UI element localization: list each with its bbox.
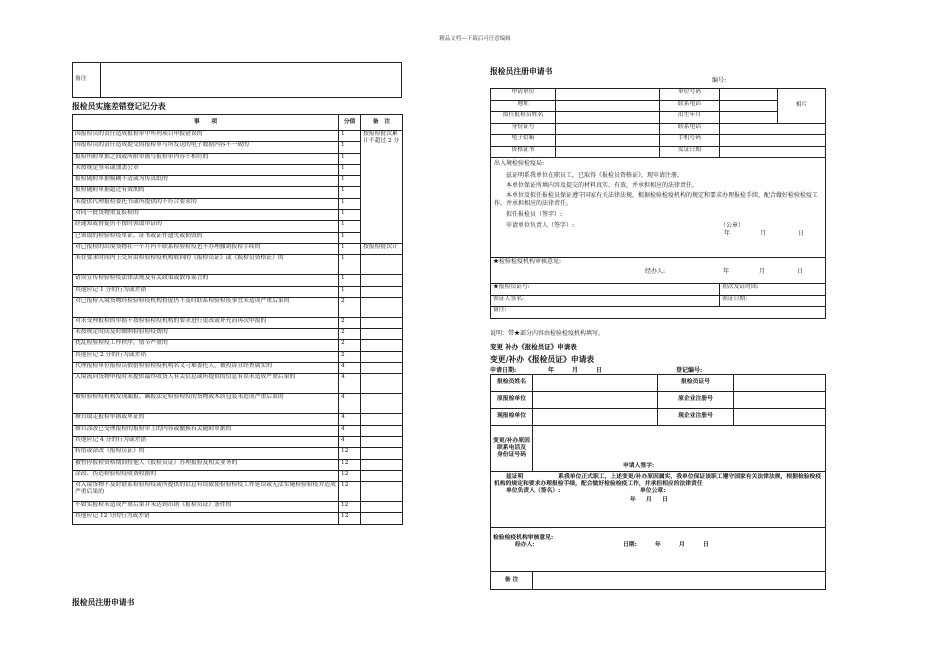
row-score: 2 — [339, 297, 361, 317]
note-empty — [361, 340, 403, 351]
row-item: 经通知或督促仍不按时领取单证的 — [73, 221, 339, 232]
row-item: 不如实报检未造成严重后果并未达到吊销《报检员证》条件的 — [73, 502, 339, 513]
row-score: 1 — [339, 153, 361, 164]
row-score: 12 — [339, 470, 361, 481]
input-phone[interactable] — [720, 100, 778, 112]
table-row — [73, 425, 403, 436]
note-empty — [361, 374, 403, 394]
table-row — [73, 513, 403, 524]
table-row — [73, 221, 403, 232]
label-email: 电子信箱 — [491, 135, 556, 147]
note-empty — [361, 286, 403, 297]
statement-p3: 本单位及拟任报检员保证遵守国家有关法律法规，根据检验检疫机构的规定和要求办理报检手续，配合做好检验检疫工作，并承担相应的法律责任。 — [494, 192, 819, 208]
table-row — [73, 351, 403, 362]
label-orig-unit: 原报检单位 — [491, 392, 533, 409]
row-item: 因报检员的责任造成报检单中所列项目申报错误的 — [73, 131, 339, 142]
table-row — [73, 436, 403, 447]
note-batch: 按报检批次计 — [361, 243, 403, 254]
row-score: 1 — [339, 187, 361, 198]
table-row — [73, 502, 403, 513]
note-empty — [361, 436, 403, 447]
review-day: 日 — [797, 268, 804, 276]
left-title: 报检员实施差错登记记分表 — [72, 102, 166, 111]
row-item: 对已报检入境货物经检验检疫机构督促仍不及时联系检验检疫事宜未造成严重后果的 — [73, 297, 339, 317]
note-empty — [361, 275, 403, 286]
change-title-2: 变更/补办《报检员证》申请表 — [490, 355, 595, 364]
t2-remark-input[interactable] — [533, 572, 826, 590]
certify-month: 月 — [646, 497, 652, 504]
row-score: 1 — [339, 198, 361, 209]
explain-note: 说明：带★部分内容由检验检疫机构填写。 — [490, 330, 605, 337]
table-row — [73, 176, 403, 187]
input-unit-code[interactable] — [720, 89, 778, 101]
table-row — [73, 363, 403, 374]
row-item: 对入境货物不及时联系检验检疫或所提供的信息有误致使检验检疫工作延误或无法实施检验检疫并造成严重后果的 — [73, 482, 339, 502]
table-row — [73, 210, 403, 221]
statement-p1: 兹证明系我单位在职员工，已取得《报检员资格证》，现申请注册。 — [506, 172, 684, 180]
t2-year: 年 — [655, 542, 661, 549]
statement-year: 年 — [724, 229, 731, 237]
label-cert: 资格证书 — [491, 146, 556, 158]
first-issue-label: 初次发证时间: — [722, 284, 759, 290]
row-score: 2 — [339, 317, 361, 328]
input-current-unit[interactable] — [533, 409, 658, 426]
row-score: 4 — [339, 374, 361, 394]
photo-box: 相片 — [778, 89, 826, 124]
row-item: 未按规定签名或加盖公章 — [73, 164, 339, 175]
seal-label: （公章） — [720, 221, 745, 229]
inspector-no-label: ★报检员证号: — [493, 284, 530, 290]
apply-month: 月 — [572, 367, 579, 374]
note-empty — [361, 414, 403, 425]
row-score: 2 — [339, 340, 361, 351]
t2-review-sign-row — [493, 542, 823, 551]
row-score: 1 — [339, 210, 361, 221]
col-header-score: 分值 — [339, 115, 361, 131]
row-item: 对已报检的出境货物在一个月内不联系检验检疫也不办理撤销报检手续的 — [73, 243, 339, 254]
table-row — [73, 340, 403, 351]
note-empty — [361, 394, 403, 414]
row-score: 12 — [339, 513, 361, 524]
first-issue-cell — [720, 284, 826, 296]
row-score: 4 — [339, 363, 361, 374]
apply-day: 日 — [596, 367, 603, 374]
row-item: 擅自涂改已受理报检的报检单上的内容或撤换有关随附单据的 — [73, 425, 339, 436]
certify-cell — [491, 472, 826, 528]
table-row — [73, 448, 403, 459]
t2-date: 日期: — [623, 542, 637, 549]
review-cell — [491, 258, 826, 284]
table-row — [73, 286, 403, 297]
label-inspector-cert: 报检员证号 — [658, 375, 734, 392]
statement-to: 出入境检验检疫局: — [494, 160, 545, 167]
row-score: 1 — [339, 243, 361, 254]
table-row — [73, 164, 403, 175]
change-title-1: 变更 补办《报检员证》申请表 — [490, 343, 577, 351]
label-current-unit: 现报检单位 — [491, 409, 533, 426]
certify-date-row — [494, 497, 822, 506]
table-row — [73, 255, 403, 275]
right-title: 报检员注册申请书 — [490, 67, 553, 76]
receive-date-cell — [720, 295, 826, 307]
apply-row — [490, 365, 825, 374]
review-sign-row — [493, 268, 823, 278]
review-year: 年 — [723, 268, 730, 276]
input-current-reg[interactable] — [734, 409, 826, 426]
row-item: 报检随附单据超过有效期的 — [73, 187, 339, 198]
row-score: 4 — [339, 394, 361, 414]
note-empty — [361, 459, 403, 470]
apply-date-label: 申请日期: — [490, 367, 517, 374]
t2-handler: 经办人: — [515, 542, 535, 549]
table-row — [73, 232, 403, 243]
row-item: 未在要求时间内上交应由检验检疫机构收回的《报检员证》或《报检员资格证》的 — [73, 255, 339, 275]
note-empty — [361, 363, 403, 374]
table-row — [73, 297, 403, 317]
note-empty — [361, 470, 403, 481]
input-name[interactable] — [556, 112, 660, 124]
note-batch-cumulative: 按报检批次累计不超过 2 分 — [361, 131, 403, 244]
note-empty — [361, 448, 403, 459]
row-score: 1 — [339, 232, 361, 243]
t2-review-cell — [491, 528, 826, 572]
receive-date-label: 领证日期: — [722, 295, 748, 302]
row-score: 12 — [339, 502, 361, 513]
inspector-no-cell — [491, 284, 720, 296]
row-score: 1 — [339, 255, 361, 275]
row-score: 4 — [339, 414, 361, 425]
note-empty — [361, 329, 403, 340]
table-row — [73, 482, 403, 502]
note-empty — [361, 502, 403, 513]
row-item: 错误宣传检验检疫法律法规及有关政策或散布谣言的 — [73, 275, 339, 286]
row-item: 擅自取走报检单据或单证的 — [73, 414, 339, 425]
input-orig-unit[interactable] — [533, 392, 658, 409]
row-item: 未提供代理报检委托书或所提供的不符合要求的 — [73, 198, 339, 209]
sign-head-row — [494, 222, 822, 230]
unit-seal: 单位公章: — [640, 488, 666, 495]
row-score: 2 — [339, 351, 361, 362]
label-id: 身份证号 — [491, 123, 556, 135]
note-empty — [361, 513, 403, 524]
label-unit-code: 单位号码 — [660, 89, 720, 101]
table-row — [73, 414, 403, 425]
row-item: 代理报检单位报检员假借检验检疫机构名义刁难委托人，被投诉且经查属实的 — [73, 363, 339, 374]
label-address: 地址 — [491, 100, 556, 112]
t2-review-label: 检验检疫机构审核意见: — [493, 535, 554, 541]
label-issue-date: 发证日期 — [660, 146, 720, 158]
table-row — [73, 329, 403, 340]
applicant-sign: 申请人签字: — [623, 462, 655, 469]
head-sign: 单位负责人（签名）: — [506, 488, 561, 495]
register-remark-cell — [491, 307, 826, 319]
note-empty — [361, 425, 403, 436]
remark-box — [72, 62, 402, 98]
row-score: 1 — [339, 275, 361, 286]
row-score: 4 — [339, 425, 361, 436]
label-contact-phone: 联系电话 — [660, 123, 720, 135]
change-table — [490, 374, 826, 590]
row-item: 其他应记 4 分的行为或差错 — [73, 436, 339, 447]
col-header-item: 事 项 — [73, 115, 339, 131]
label-name: 拟任报检员姓名 — [491, 112, 556, 124]
input-orig-reg[interactable] — [734, 392, 826, 409]
label-phone: 联系电话 — [660, 100, 720, 112]
label-reason: 变更/补办原因 联系电话及 身份证号码 — [491, 426, 533, 472]
certify-day: 日 — [662, 497, 668, 504]
table-row — [73, 275, 403, 286]
table-row — [73, 198, 403, 209]
row-score: 1 — [339, 286, 361, 297]
row-item: 被暂停报检资格期间持他人《报检员证》办理报检及相关业务的 — [73, 459, 339, 470]
note-empty — [361, 255, 403, 275]
remark-content[interactable] — [101, 63, 402, 98]
statement-cell — [491, 158, 826, 258]
input-contact-phone[interactable] — [720, 123, 826, 135]
register-table — [490, 88, 826, 319]
row-item: 报检所附单据之间或所附单据与报检单内容不相符的 — [73, 153, 339, 164]
table-row — [73, 131, 403, 142]
row-score: 12 — [339, 448, 361, 459]
label-orig-reg: 原企业注册号 — [658, 392, 734, 409]
label-current-reg: 现企业注册号 — [658, 409, 734, 426]
statement-date — [494, 230, 822, 240]
register-remark-label: 备注: — [493, 307, 507, 313]
row-item: 未按规定时间及时缴纳检验检疫费的 — [73, 329, 339, 340]
input-address[interactable] — [556, 100, 660, 112]
sign-head: 申请单位负责人（签字）: — [506, 221, 575, 229]
input-id[interactable] — [556, 123, 660, 135]
input-applicant-unit[interactable] — [556, 89, 660, 101]
certify-para: 兹证明 系我单位正式职工，上述变更/补办原因属实，我单位保证该职工遵守国家有关法律法规，根据检验检疫机构的规定和要求办理报检手续，配合做好检验检疫工作，并承担相应的法律责任 — [494, 474, 822, 488]
score-table — [72, 114, 403, 525]
row-item: 对未受理报检的单据不按检验检疫机构的要求进行更改或补充而再次申报的 — [73, 317, 339, 328]
row-item: 扰乱检验检疫工作秩序，情节严重的 — [73, 340, 339, 351]
row-score: 1 — [339, 221, 361, 232]
label-applicant-unit: 申请单位 — [491, 89, 556, 101]
row-score: 1 — [339, 176, 361, 187]
table-row — [73, 317, 403, 328]
number-label: 编号: — [712, 77, 727, 84]
certify-sign-row — [494, 488, 822, 497]
table-row — [73, 374, 403, 394]
col-header-note: 备 注 — [361, 115, 403, 131]
row-score: 12 — [339, 482, 361, 502]
row-item: 其他应记 2 分的行为或差错 — [73, 351, 339, 362]
label-mobile: 手机号码 — [660, 135, 720, 147]
label-birth: 出生年月 — [660, 112, 720, 124]
row-item: 对同一批货物重复报检的 — [73, 210, 339, 221]
left-footer-title: 报检员注册申请书 — [72, 598, 135, 607]
note-empty — [361, 482, 403, 502]
note-empty — [361, 317, 403, 328]
statement-month: 月 — [760, 229, 767, 237]
row-score: 1 — [339, 164, 361, 175]
row-item: 其他应记 12 分的行为或差错 — [73, 513, 339, 524]
remark-label: 备注 — [73, 63, 101, 98]
row-item: 转借或涂改《报检员证》的 — [73, 448, 339, 459]
apply-year: 年 — [548, 367, 555, 374]
row-item: 被检验检疫机构发现漏报、瞒报法定检验检疫的货物或木质包装未造成严重后果的 — [73, 394, 339, 414]
review-month: 月 — [759, 268, 766, 276]
row-score: 1 — [339, 131, 361, 142]
input-cert[interactable] — [556, 146, 660, 158]
receiver-cell — [491, 295, 720, 307]
input-inspector-name[interactable] — [533, 375, 658, 392]
label-inspector-name: 报检员姓名 — [491, 375, 533, 392]
table-row — [73, 142, 403, 153]
note-empty — [361, 351, 403, 362]
certify-year: 年 — [630, 497, 636, 504]
input-inspector-cert[interactable] — [734, 375, 826, 392]
table-row — [73, 459, 403, 470]
table-row — [73, 470, 403, 481]
review-label: ★检验检疫机构审核意见: — [493, 258, 562, 265]
row-item: 其他应记 1 分的行为或差错 — [73, 286, 339, 297]
reason-cell[interactable] — [533, 426, 826, 472]
note-empty — [361, 297, 403, 317]
t2-month: 月 — [679, 542, 685, 549]
row-item: 已领取的检验检疫单证、证书或证件遗失或损毁的 — [73, 232, 339, 243]
t2-day: 日 — [703, 542, 709, 549]
row-score: 1 — [339, 142, 361, 153]
sign-inspector: 拟任报检员（签字）: — [506, 211, 563, 219]
input-email[interactable] — [556, 135, 660, 147]
row-item: 报检随附单据模糊不清或为传真纸的 — [73, 176, 339, 187]
row-score: 4 — [339, 436, 361, 447]
input-mobile[interactable] — [720, 135, 826, 147]
table-row — [73, 243, 403, 254]
row-item: 因报检员的责任造成提交的报检单与所发送的电子数据内容不一致的 — [73, 142, 339, 153]
handler-label: 经办人: — [645, 268, 666, 276]
receiver-label: 领证人签名: — [493, 295, 524, 302]
row-item: 涂改、伪造检验检疫收费收据的 — [73, 470, 339, 481]
statement-day: 日 — [798, 229, 805, 237]
input-birth[interactable] — [720, 112, 778, 124]
row-score: 2 — [339, 329, 361, 340]
table-row — [73, 153, 403, 164]
row-item: 入境流向货物申报时未提供最终收货人有关信息或所提供的信息有误未造成严重后果的 — [73, 374, 339, 394]
table-row — [73, 394, 403, 414]
reg-no-label: 登记编号: — [676, 367, 703, 374]
input-issue-date[interactable] — [720, 146, 826, 158]
table-row — [73, 187, 403, 198]
statement-p2: 本单位保证所填内容及提交的材料真实、有效，并承担相应的法律责任。 — [506, 182, 699, 190]
row-score: 12 — [339, 459, 361, 470]
t2-remark-label: 备 注 — [491, 572, 533, 590]
page-header: 精品文档---下载后可任意编辑 — [439, 36, 511, 42]
